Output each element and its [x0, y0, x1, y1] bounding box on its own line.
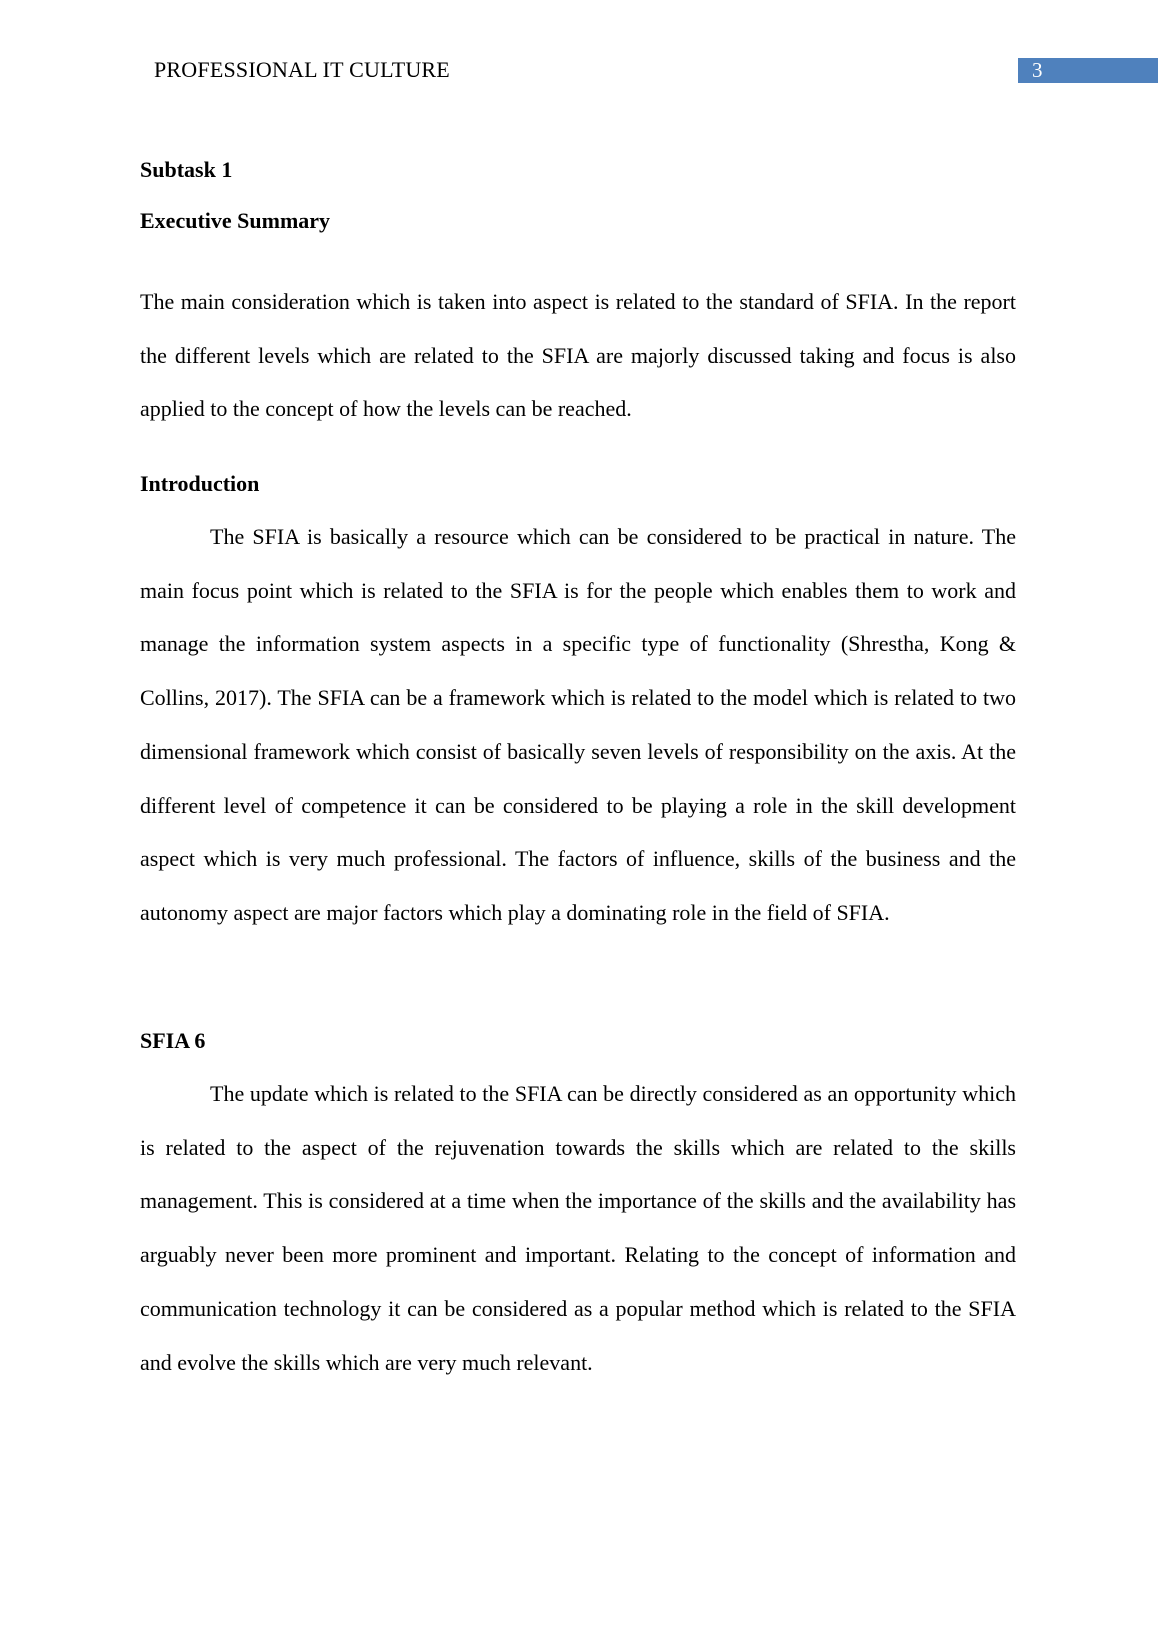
- introduction-heading: Introduction: [140, 471, 260, 496]
- page-number: 3: [1032, 58, 1043, 82]
- executive-summary-heading: Executive Summary: [140, 208, 331, 233]
- sfia6-paragraph: The update which is related to the SFIA can be directly considered as an opportunity which is related to the aspect of the rejuvenation towards the skills which are related to the skills management. This is considered at a time when the importance of the skills and the availability has arguably never been more prominent and important. Relating to the concept of information and communication technology it can be considered as a popular method which is related to the SFIA and evolve the skills which are very much relevant.: [140, 1081, 1016, 1375]
- page-number-box: [1018, 58, 1158, 83]
- executive-summary-paragraph: The main consideration which is taken into aspect is related to the standard of SFIA. In the report the different levels which are related to the SFIA are majorly discussed taking and focus is also applied to the concept of how the levels can be reached.: [140, 289, 1016, 422]
- running-head: PROFESSIONAL IT CULTURE: [154, 57, 450, 82]
- sfia6-heading: SFIA 6: [140, 1028, 206, 1053]
- introduction-paragraph: The SFIA is basically a resource which can be considered to be practical in nature. The main focus point which is related to the SFIA is for the people which enables them to work and manage the information system aspects in a specific type of functionality (Shrestha, Kong & Collins, 2017). The SFIA can be a framework which is related to the model which is related to two dimensional framework which consist of basically seven levels of responsibility on the axis. At the different level of competence it can be considered to be playing a role in the skill development aspect which is very much professional. The factors of influence, skills of the business and the autonomy aspect are major factors which play a dominating role in the field of SFIA.: [140, 524, 1016, 925]
- subtask-heading: Subtask 1: [140, 157, 233, 182]
